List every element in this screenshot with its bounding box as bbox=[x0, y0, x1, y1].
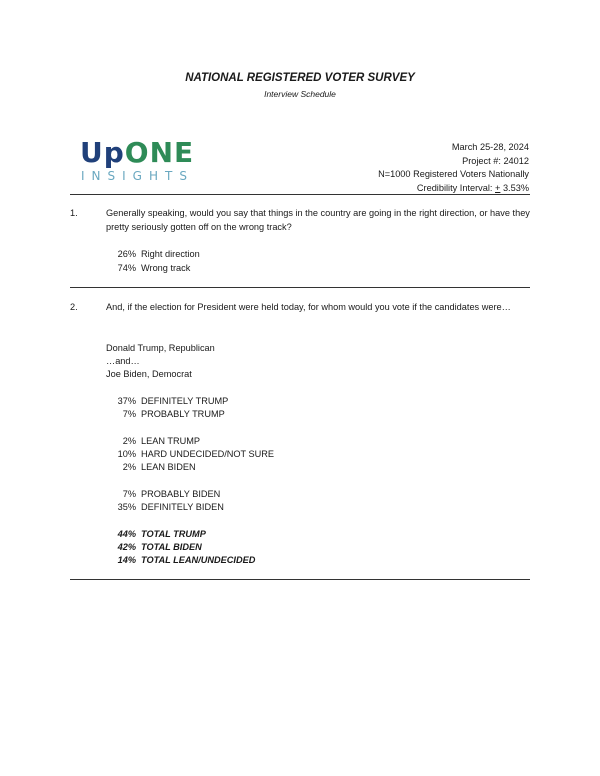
q1-answer-label: Right direction bbox=[141, 249, 200, 259]
q2-answer-pct: 7% bbox=[122, 409, 136, 419]
question-2-number: 2. bbox=[70, 302, 78, 312]
upone-insights-logo bbox=[80, 138, 194, 183]
survey-subtitle: Interview Schedule bbox=[264, 89, 336, 99]
q2-answer-row bbox=[70, 448, 530, 461]
q2-answer-row bbox=[70, 435, 530, 448]
q2-answer-label: LEAN TRUMP bbox=[141, 436, 201, 446]
q1-answer-pct: 74% bbox=[117, 263, 136, 273]
q2-answer-row bbox=[70, 501, 530, 514]
divider-top bbox=[70, 194, 530, 195]
q2-answer-row bbox=[70, 488, 530, 501]
q2-answer-label: HARD UNDECIDED/NOT SURE bbox=[141, 449, 275, 459]
survey-dates: March 25-28, 2024 bbox=[451, 142, 529, 152]
q2-answer-label: PROBABLY TRUMP bbox=[141, 409, 225, 419]
question-1-text: Generally speaking, would you say that things in the country are going in the right direction, or have they pretty seriously gotten off on the wrong track? bbox=[106, 208, 530, 232]
q2-total-row bbox=[70, 541, 530, 554]
q1-answer-row bbox=[70, 262, 530, 275]
q2-answer-row bbox=[70, 461, 530, 474]
q2-answer-pct: 2% bbox=[122, 462, 136, 472]
logo-wordmark bbox=[80, 138, 194, 168]
q2-total-row bbox=[70, 528, 530, 541]
survey-meta bbox=[378, 141, 529, 195]
q2-answer-label: PROBABLY BIDEN bbox=[141, 489, 221, 499]
logo-subtext: INSIGHTS bbox=[81, 169, 194, 183]
credibility-interval bbox=[378, 182, 529, 196]
credibility-value: 3.53% bbox=[500, 182, 529, 193]
q1-answer-label: Wrong track bbox=[141, 263, 191, 273]
q2-answer-pct: 37% bbox=[117, 396, 136, 406]
divider-q2 bbox=[70, 579, 530, 580]
candidate-line: …and… bbox=[106, 356, 140, 366]
logo-accent: ONE bbox=[124, 136, 195, 169]
logo-prefix: Up bbox=[80, 136, 125, 169]
q2-total-label: TOTAL TRUMP bbox=[141, 529, 206, 539]
question-1-number: 1. bbox=[70, 208, 78, 218]
q2-answer-row bbox=[70, 395, 530, 408]
q2-total-pct: 14% bbox=[117, 555, 136, 565]
candidate-line: Donald Trump, Republican bbox=[106, 343, 215, 353]
q2-answer-row bbox=[70, 408, 530, 421]
sample-size: N=1000 Registered Voters Nationally bbox=[378, 169, 529, 179]
q2-answer-pct: 10% bbox=[117, 449, 136, 459]
survey-title: NATIONAL REGISTERED VOTER SURVEY bbox=[185, 72, 415, 84]
q2-answer-label: DEFINITELY BIDEN bbox=[141, 502, 224, 512]
q2-total-pct: 44% bbox=[117, 529, 136, 539]
q1-answer-row bbox=[70, 248, 530, 261]
question-2-text: And, if the election for President were held today, for whom would you vote if the candidates were… bbox=[106, 302, 511, 312]
candidate-line: Joe Biden, Democrat bbox=[106, 369, 192, 379]
q2-total-label: TOTAL LEAN/UNDECIDED bbox=[141, 555, 256, 565]
q2-total-pct: 42% bbox=[117, 542, 136, 552]
project-number: Project #: 24012 bbox=[462, 155, 529, 166]
credibility-label: Credibility Interval: bbox=[416, 182, 496, 193]
q2-answer-pct: 35% bbox=[117, 502, 136, 512]
q2-total-label: TOTAL BIDEN bbox=[141, 542, 202, 552]
plus-minus-sign: + bbox=[495, 182, 501, 193]
divider-q1 bbox=[70, 287, 530, 288]
q2-answer-label: DEFINITELY TRUMP bbox=[141, 396, 229, 406]
q1-answer-pct: 26% bbox=[117, 249, 136, 259]
q2-answer-pct: 7% bbox=[122, 489, 136, 499]
q2-answer-pct: 2% bbox=[122, 436, 136, 446]
q2-answer-label: LEAN BIDEN bbox=[141, 462, 196, 472]
q2-total-row bbox=[70, 554, 530, 567]
